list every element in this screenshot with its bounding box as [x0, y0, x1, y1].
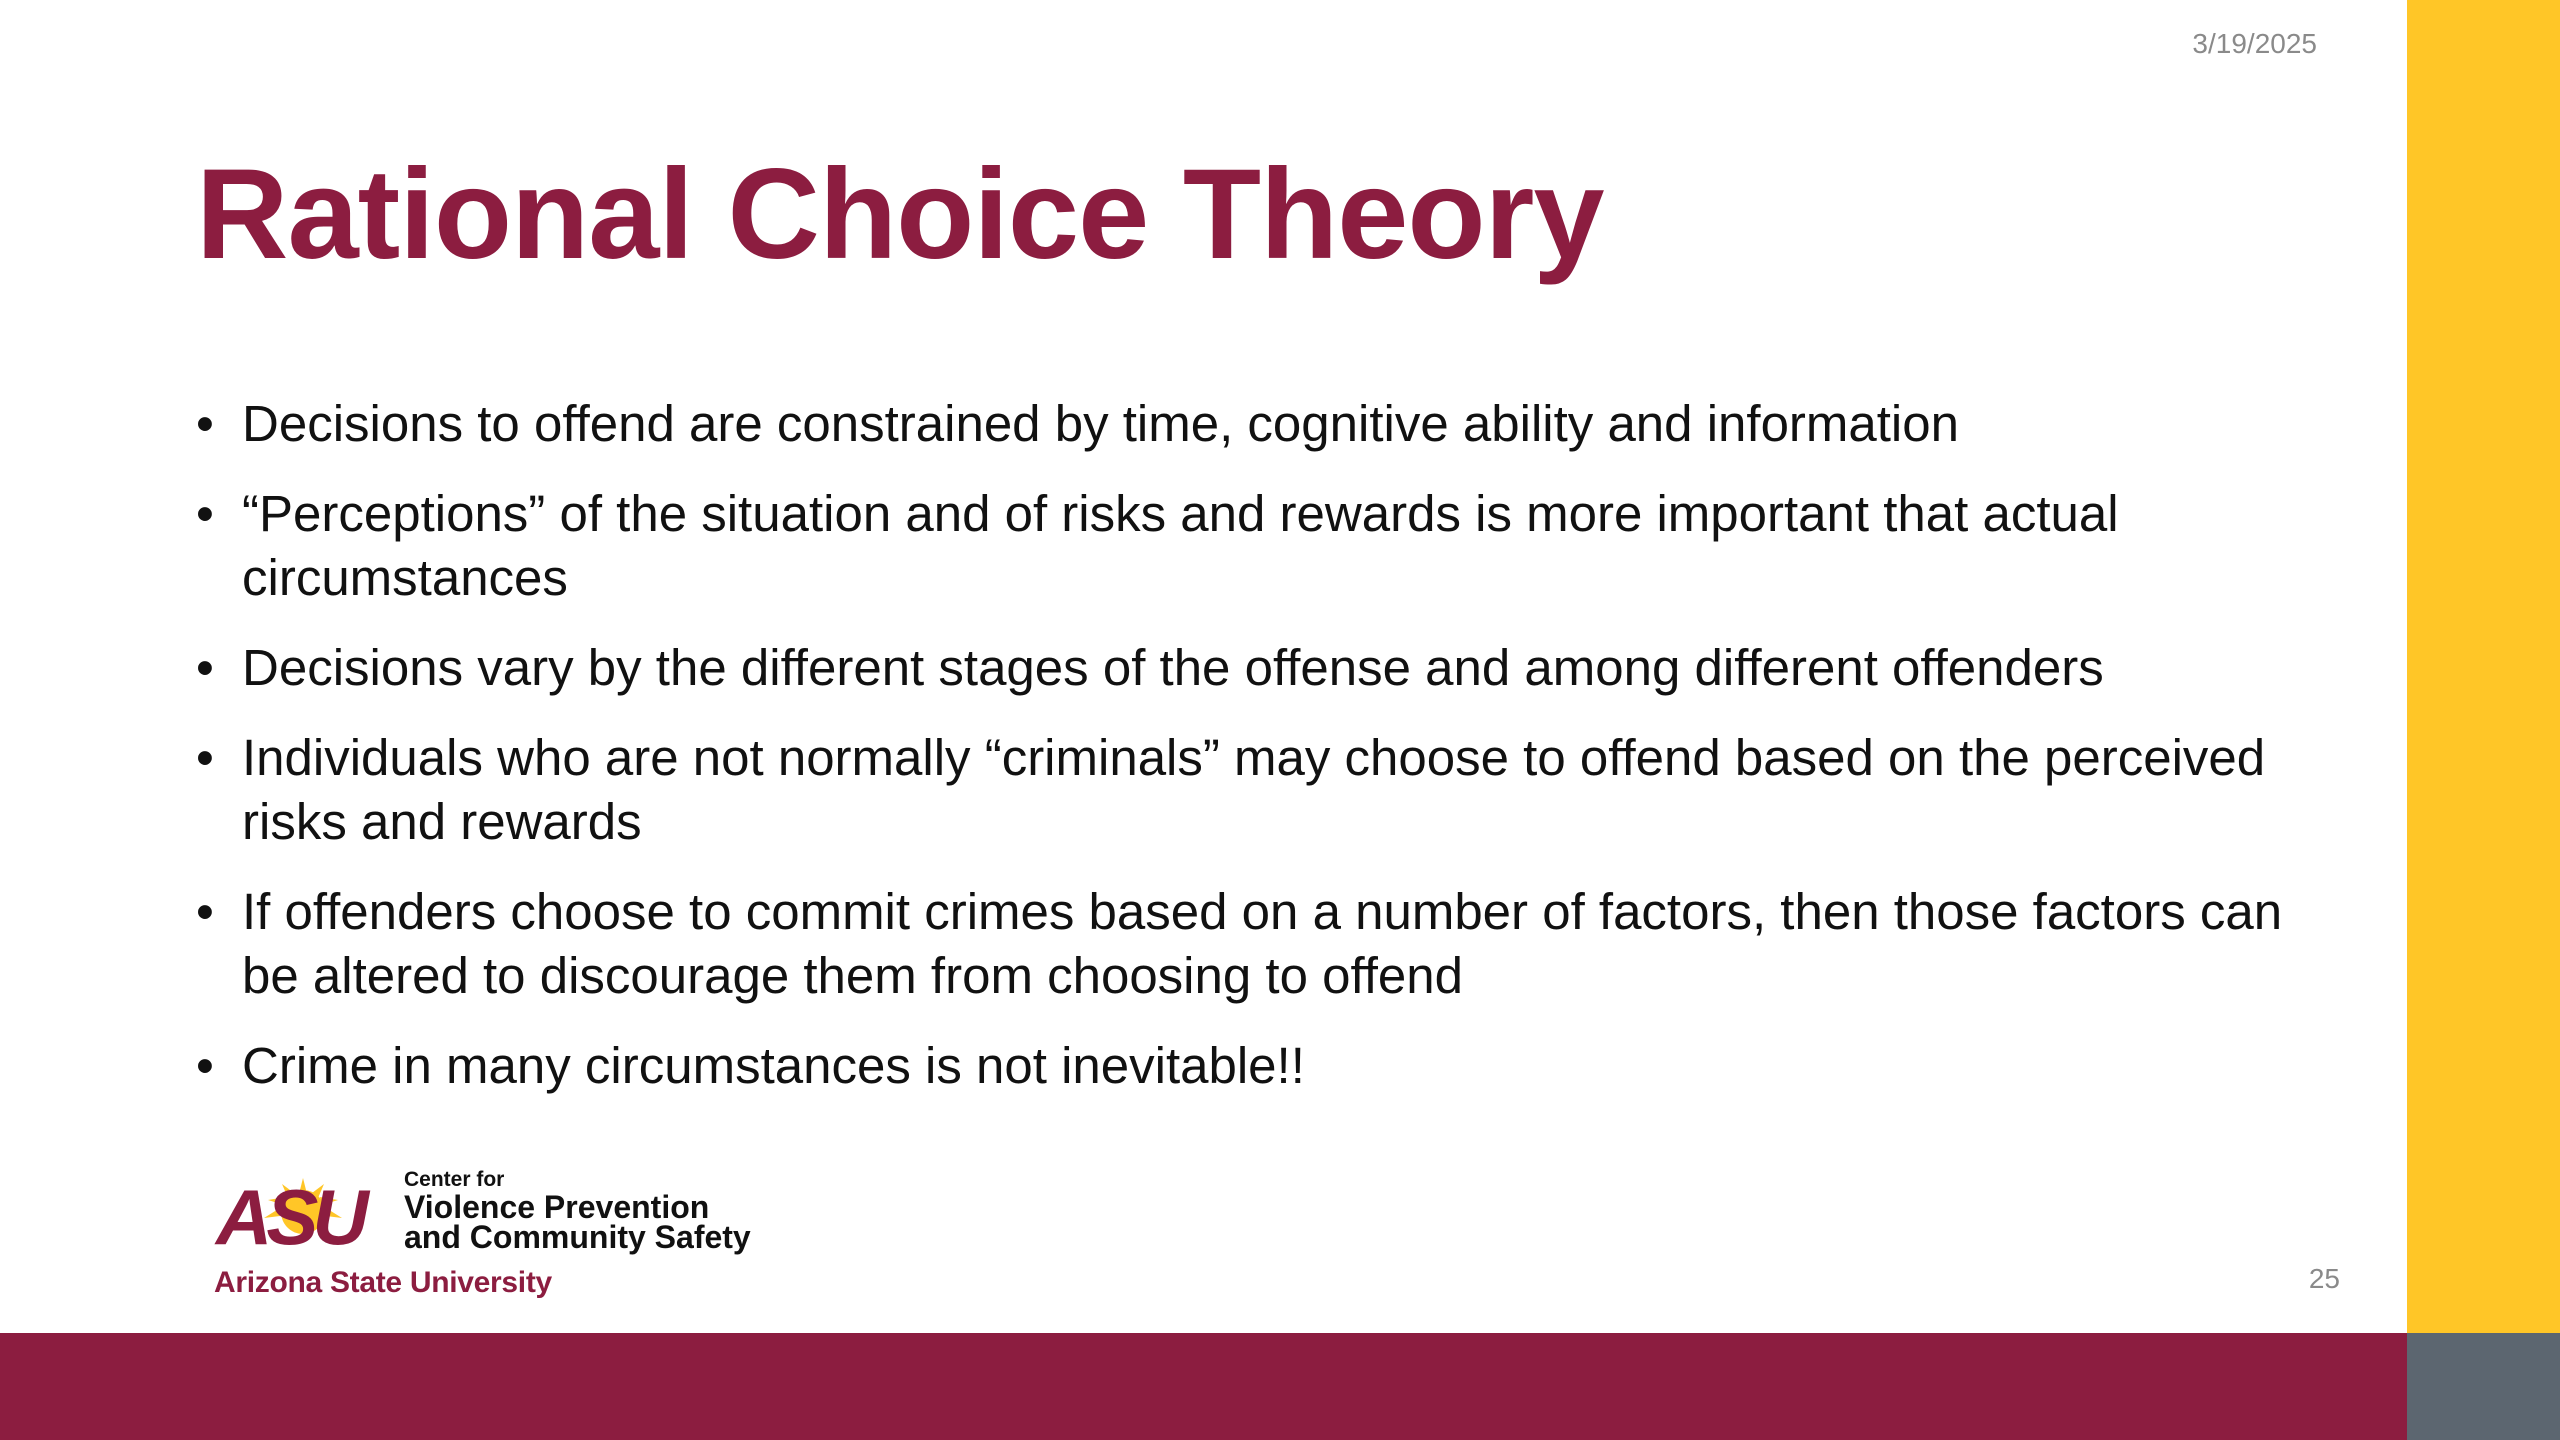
asu-center-logo — [214, 1168, 774, 1308]
bullet-item: • Decisions vary by the different stages of the offense and among different offenders — [196, 636, 2316, 700]
gray-corner-block — [2407, 1333, 2560, 1440]
slide-title: Rational Choice Theory — [196, 143, 1604, 286]
center-name — [404, 1168, 751, 1255]
university-name: Arizona State University — [214, 1266, 552, 1299]
bullet-list — [196, 392, 2316, 1124]
bullet-item: • “Perceptions” of the situation and of risks and rewards is more important that actual circumstances — [196, 482, 2316, 610]
bullet-item: • Individuals who are not normally “criminals” may choose to offend based on the perceived risks and rewards — [196, 726, 2316, 854]
center-line-1: Center for — [404, 1168, 505, 1191]
bullet-item: • Crime in many circumstances is not inevitable!! — [196, 1034, 2316, 1098]
center-line-2: Violence Prevention — [404, 1189, 710, 1225]
gold-side-bar — [2407, 0, 2560, 1333]
bullet-item: • Decisions to offend are constrained by time, cognitive ability and information — [196, 392, 2316, 456]
center-line-3: and Community Safety — [404, 1219, 751, 1255]
bullet-item: • If offenders choose to commit crimes based on a number of factors, then those factors can be altered to discourage them from choosing to offend — [196, 880, 2316, 1008]
page-number: 25 — [2308, 1263, 2340, 1294]
slide-date: 3/19/2025 — [2192, 28, 2317, 59]
asu-mark-text: ASU — [216, 1173, 363, 1248]
maroon-footer-bar — [0, 1333, 2407, 1440]
asu-sunburst-logo-icon — [214, 1172, 392, 1248]
